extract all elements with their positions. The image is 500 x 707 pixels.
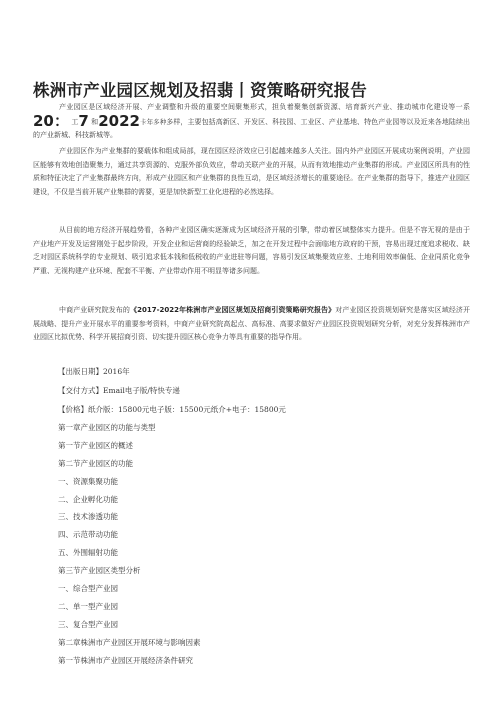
toc-item: 第一章产业园区的功能与类型 [58, 423, 156, 432]
intro-number-2: 7 [78, 111, 89, 130]
intro-text-d: 卡年多种 [139, 117, 167, 126]
toc-item: 第一节产业园区的概述 [58, 440, 133, 450]
toc-item: 四、示范带动功能 [58, 530, 118, 540]
toc-item: 三、复合型产业园 [58, 619, 118, 629]
intro-number-3: 2022 [98, 111, 140, 130]
toc-item: 第一节株洲市产业园区开展经济条件研究 [58, 655, 193, 665]
paragraph-intro [33, 101, 470, 143]
paragraph-trends: 从目前的地方经济开展趋势看，各种产业园区确实逐渐成为区域经济开展的引擎，带动着区域整体实力提升。但是不容无视的是由于产业地产开发及运营刚处于起步阶段，开发企业和运营商的经验缺乏，加之在开发过程中会面临地方政府的干预，容易出现过度追求税收、缺乏对园区系统科学的专业规划、吸引追求低本钱和低税收的产业进驻等问题，容易引发区域集聚效应差、土地利用效率偏低、企业同质化竞争严重、无视构建产业环境、配套不平衡、产业带动作用不明显等诸多问题。 [33, 226, 470, 275]
toc-item: 二、企业孵化功能 [58, 494, 118, 504]
report-intro-text-b: 对产业园区投资规划研究是落实区域经济开展战略、提升产业开展水平的重要参考资料，中商产业研究院高起点、高标准、高要求做好产业园区投资规划研究分析，对充分发挥株洲市产业园区比拟优势、科学开展招商引资、切实提升园区核心竞争力等具有重要的指导作用。 [33, 306, 471, 342]
document-title: 株洲市产业园区规划及招翡丨资策略研究报告 [33, 81, 367, 100]
table-of-contents [58, 419, 458, 669]
toc-item: 二、单一型产业园 [58, 601, 118, 611]
toc-item: 第二节产业园区的功能 [58, 458, 133, 468]
intro-text-a: 产业园区是区域经济开展、产业调整和升级的重要空间聚集形式，担负着聚集创新资源、培育新兴产业、推动城市化建设等一系 [59, 103, 470, 111]
paragraph-clusters: 产业园区作为产业集群的要载体和组成局部，现在园区经济效应已引起越来越多人关注。国内外产业园区开展成功案例说明，产业园区能够有效地创造聚集力，通过共享资源的、克服外部负效应，带动关联产业的开展，从而有效地推动产业集群的形成。产业园区所具有的性质和特征决定了产业集群最终方向，形成产业园区和产业集群的良性互动，是区域经济增长的重要途径。在产业集群的指导下，推进产业园区建设，不仅是当前开展产业集群的需要，更是加快新型工业化进程的必然选择。 [33, 147, 470, 196]
toc-item: 三、技术渗透功能 [58, 512, 118, 522]
intro-number-1: 20： [33, 111, 70, 130]
intro-text-c: 和 [91, 117, 99, 126]
intro-text-e: 多样，主要包括高新区、开发区、科技园、工业区、产业基地、特色产业园等以及近来各地陆续出的产业新城、科技新城等。 [33, 117, 471, 140]
price-info: 【价格】纸介版：15800元电子版：15500元纸介+电子：15800元 [58, 405, 286, 414]
toc-item: 第三节产业园区类型分析 [58, 566, 141, 576]
report-intro-text-a: 中商产业研究院发布的 [59, 306, 130, 314]
intro-text-b: 工 [71, 117, 79, 126]
toc-item: 一、综合型产业园 [58, 584, 118, 594]
toc-item: 五、外围辐射功能 [58, 548, 118, 558]
paragraph-report-intro [33, 304, 470, 345]
publish-date: 【出版日期】2016年 [58, 367, 130, 376]
delivery-method: 【交付方式】Email电子版/特快专递 [58, 386, 180, 395]
toc-item: 一、资源集聚功能 [58, 476, 118, 486]
report-title-bold: 《2017-2022年株洲市产业园区规划及招商引资策略研究报告》 [130, 306, 336, 314]
toc-item: 第二章株洲市产业园区开展环境与影响因素 [58, 637, 201, 647]
